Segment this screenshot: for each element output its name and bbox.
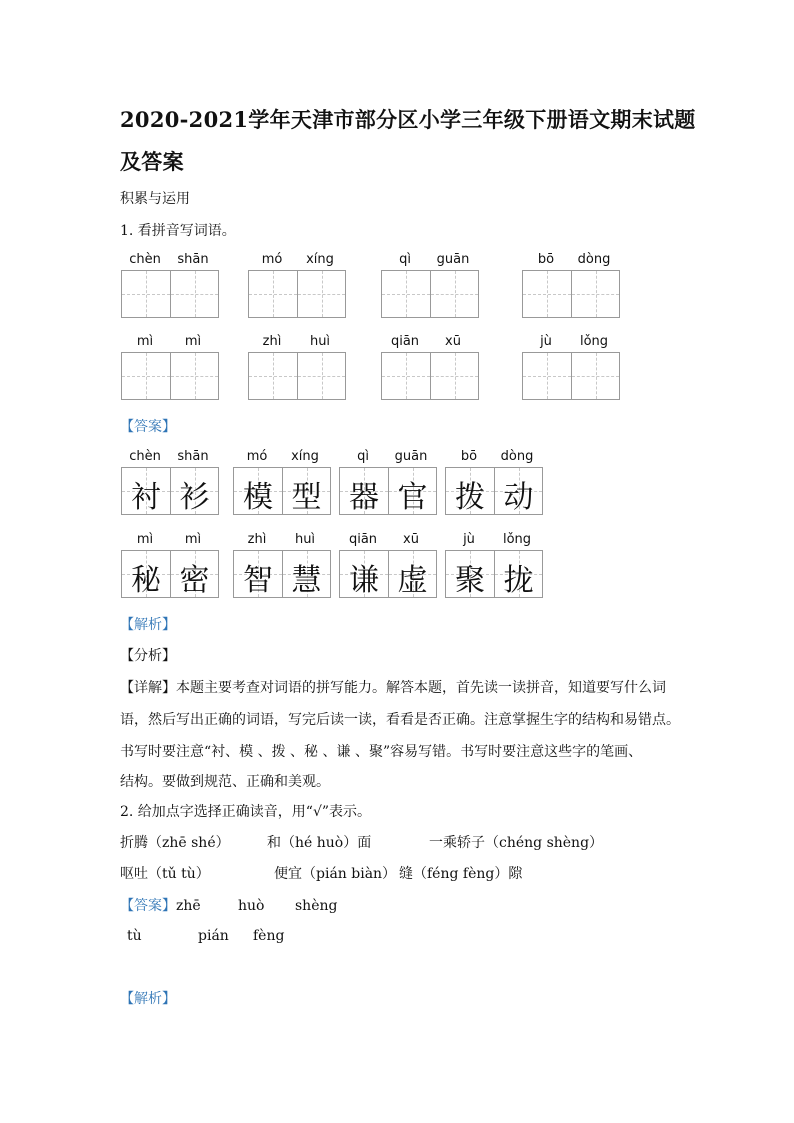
answer-2-f: fèng xyxy=(253,928,285,944)
grid-cell xyxy=(340,551,388,597)
analysis-tag-2: 【解析】 xyxy=(120,991,176,1007)
answer-character: 器 xyxy=(349,480,379,515)
pinyin-label: qiān xyxy=(390,334,420,349)
answer-character: 衬 xyxy=(131,480,161,515)
pinyin-label: jù xyxy=(463,532,475,547)
grid-cell xyxy=(170,468,218,514)
answer-character: 衫 xyxy=(179,480,210,515)
detail-line-3: 书写时要注意“衬、模 、拨 、秘 、谦 、聚”容易写错。书写时要注意这些字的笔画、 xyxy=(120,744,643,760)
grid-cell xyxy=(122,468,170,514)
pinyin-label: xū xyxy=(403,532,419,547)
pinyin-label: zhì xyxy=(262,334,282,349)
pinyin-label: jù xyxy=(540,334,552,349)
detail-line-1: 【详解】本题主要考查对词语的拼写能力。解答本题，首先读一读拼音，知道要写什么词 xyxy=(120,680,666,696)
character-grid xyxy=(121,352,219,400)
pinyin-label: guān xyxy=(436,252,470,267)
answer-character: 官 xyxy=(397,480,428,515)
answer-2-c: shèng xyxy=(295,898,338,914)
grid-cell xyxy=(388,468,436,514)
answer-2-d: tù xyxy=(127,928,142,944)
question-1-text: 1. 看拼音写词语。 xyxy=(120,223,236,239)
pinyin-label: shān xyxy=(177,449,209,464)
q2-item-6: 缝（féng fèng）隙 xyxy=(399,866,523,882)
grid-cell xyxy=(571,353,619,399)
character-grid xyxy=(248,352,346,400)
grid-cell xyxy=(122,353,170,399)
answer-character: 动 xyxy=(503,480,534,515)
answer-character: 模 xyxy=(243,480,273,515)
analysis-tag-1: 【解析】 xyxy=(120,617,176,633)
detail-line-2: 语，然后写出正确的词语，写完后读一读，看看是否正确。注意掌握生字的结构和易错点。 xyxy=(120,712,680,728)
answer-character: 秘 xyxy=(131,563,161,598)
pinyin-label: mó xyxy=(261,252,283,267)
character-grid xyxy=(233,467,331,515)
pinyin-label: mì xyxy=(184,532,202,547)
character-grid xyxy=(381,270,479,318)
answer-character: 拢 xyxy=(503,563,534,598)
answer-character: 拨 xyxy=(455,480,485,515)
pinyin-label: chèn xyxy=(129,449,161,464)
pinyin-label: qì xyxy=(399,252,411,267)
pinyin-label: lǒng xyxy=(579,334,609,349)
grid-cell xyxy=(571,271,619,317)
grid-cell xyxy=(446,551,494,597)
answer-character: 聚 xyxy=(455,563,485,598)
grid-cell xyxy=(340,468,388,514)
section-heading: 积累与运用 xyxy=(120,191,190,207)
q2-item-2: 和（hé huò）面 xyxy=(267,835,372,851)
grid-cell xyxy=(297,271,345,317)
grid-cell xyxy=(170,271,218,317)
detail-line-4: 结构。要做到规范、正确和美观。 xyxy=(120,774,330,790)
character-grid xyxy=(339,467,437,515)
character-grid xyxy=(121,270,219,318)
answer-2-row-1 xyxy=(120,895,337,915)
grid-cell xyxy=(382,271,430,317)
answer-2-e: pián xyxy=(198,928,229,944)
character-grid xyxy=(121,467,219,515)
grid-cell xyxy=(282,468,330,514)
q2-item-5: 便宜（pián biàn） xyxy=(274,866,397,882)
answer-character: 慧 xyxy=(291,563,322,598)
pinyin-label: huì xyxy=(294,532,316,547)
grid-cell xyxy=(388,551,436,597)
character-grid xyxy=(522,270,620,318)
pinyin-label: bō xyxy=(537,252,555,267)
grid-cell xyxy=(523,353,571,399)
pinyin-label: shān xyxy=(177,252,209,267)
pinyin-label: dòng xyxy=(500,449,534,464)
answer-character: 密 xyxy=(179,563,210,598)
answer-character: 智 xyxy=(243,563,273,598)
pinyin-label: guān xyxy=(394,449,428,464)
pinyin-label: xū xyxy=(445,334,461,349)
grid-cell xyxy=(430,271,478,317)
grid-cell xyxy=(122,271,170,317)
answer-character: 虚 xyxy=(397,563,428,598)
fenxi-tag: 【分析】 xyxy=(120,648,176,664)
grid-cell xyxy=(249,271,297,317)
character-grid xyxy=(445,467,543,515)
character-grid xyxy=(522,352,620,400)
answer-2-row-2 xyxy=(127,928,284,944)
answer-2-a: zhē xyxy=(176,898,201,914)
grid-cell xyxy=(297,353,345,399)
detail-tag: 【详解】 xyxy=(120,680,176,696)
answer-2-b: huò xyxy=(238,898,265,914)
page-title-line2: 及答案 xyxy=(120,149,184,174)
grid-cell xyxy=(122,551,170,597)
question-2-text: 2. 给加点字选择正确读音，用“√”表示。 xyxy=(120,804,372,820)
q2-item-1: 折腾（zhē shé） xyxy=(120,835,230,851)
answer-character: 型 xyxy=(291,480,322,515)
pinyin-label: qì xyxy=(357,449,369,464)
grid-cell xyxy=(446,468,494,514)
grid-cell xyxy=(234,551,282,597)
pinyin-label: xíng xyxy=(306,252,334,267)
q2-item-3: 一乘轿子（chéng shèng） xyxy=(429,835,604,851)
grid-cell xyxy=(170,551,218,597)
grid-cell xyxy=(249,353,297,399)
grid-cell xyxy=(523,271,571,317)
pinyin-label: mì xyxy=(184,334,202,349)
character-grid xyxy=(233,550,331,598)
pinyin-label: huì xyxy=(309,334,331,349)
grid-cell xyxy=(430,353,478,399)
grid-cell xyxy=(494,468,542,514)
page-title-line1: 2020-2021学年天津市部分区小学三年级下册语文期末试题 xyxy=(120,107,696,132)
pinyin-label: xíng xyxy=(291,449,319,464)
pinyin-label: lǒng xyxy=(502,532,532,547)
character-grid xyxy=(445,550,543,598)
grid-cell xyxy=(382,353,430,399)
grid-cell xyxy=(494,551,542,597)
q2-item-4: 呕吐（tǔ tù） xyxy=(120,866,210,882)
pinyin-label: bō xyxy=(460,449,478,464)
character-grid xyxy=(339,550,437,598)
character-grid xyxy=(381,352,479,400)
answer-character: 谦 xyxy=(349,563,379,598)
grid-cell xyxy=(234,468,282,514)
pinyin-label: qiān xyxy=(348,532,378,547)
pinyin-label: zhì xyxy=(247,532,267,547)
character-grid xyxy=(248,270,346,318)
pinyin-label: chèn xyxy=(129,252,161,267)
answer-tag-2: 【答案】 xyxy=(120,898,176,914)
answer-tag-1: 【答案】 xyxy=(120,419,176,435)
character-grid xyxy=(121,550,219,598)
pinyin-label: mó xyxy=(246,449,268,464)
grid-cell xyxy=(170,353,218,399)
pinyin-label: dòng xyxy=(577,252,611,267)
pinyin-label: mì xyxy=(136,334,154,349)
grid-cell xyxy=(282,551,330,597)
pinyin-label: mì xyxy=(136,532,154,547)
